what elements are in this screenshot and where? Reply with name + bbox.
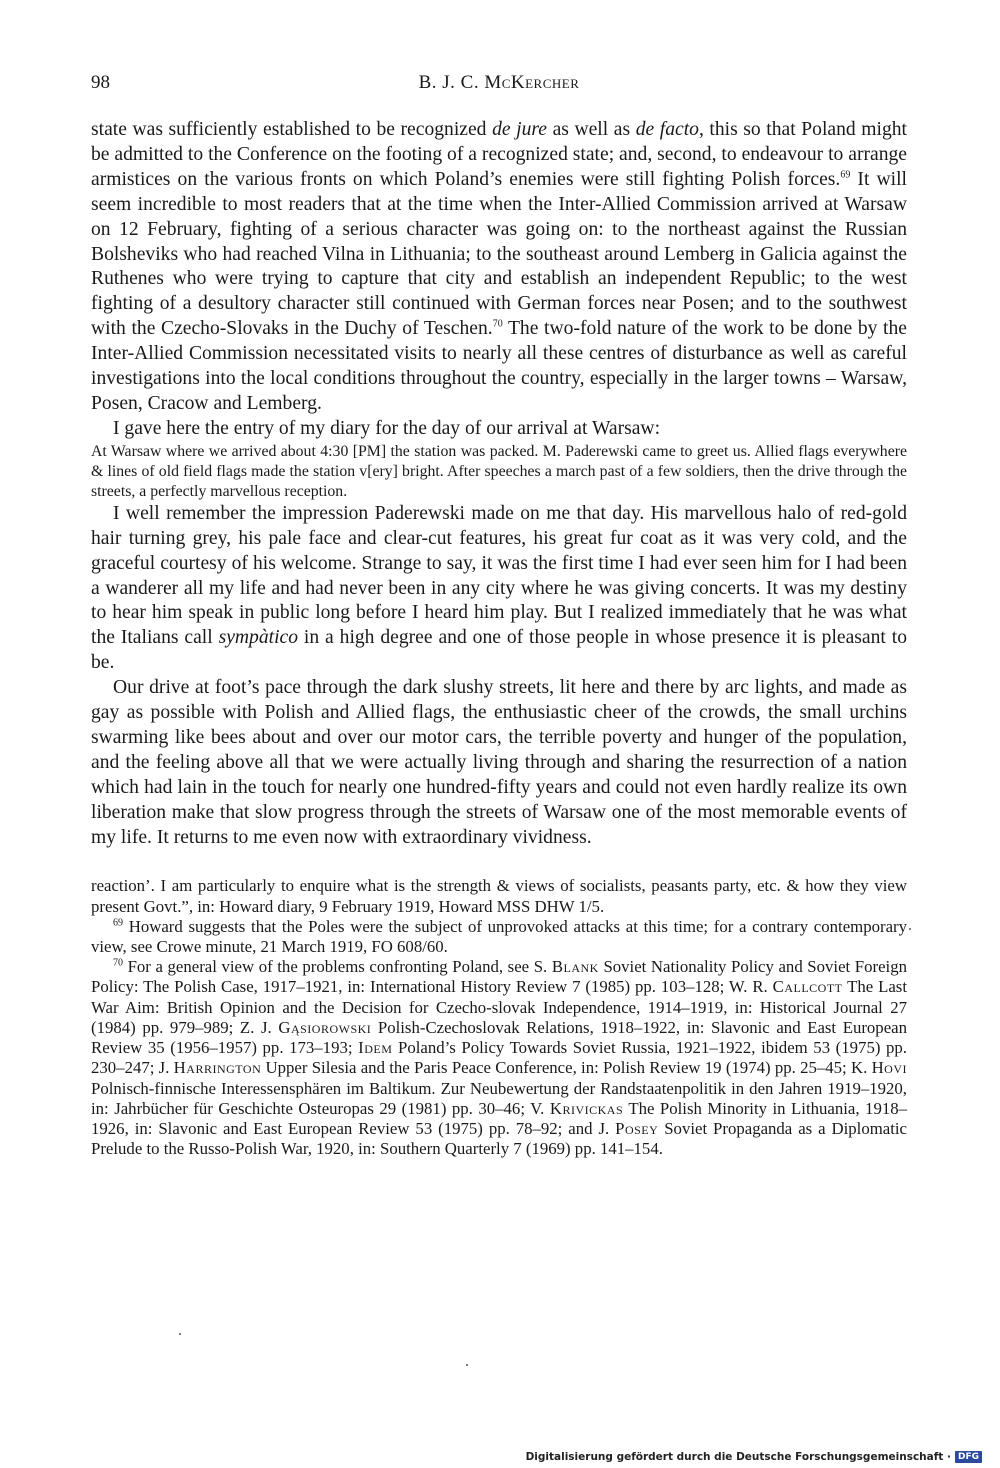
italic-term: de facto, <box>635 119 704 140</box>
footnote-text: Poland’s Policy Towards Soviet Russia, 1921–1922, ibidem 53 (1975) pp. 230–247; J. <box>91 1038 907 1078</box>
scan-speck <box>179 1333 181 1335</box>
footnote-text: The Polish Minority in Lithuania, 1918–1926, in: Slavonic and East European Review 53 (1975) pp. 78–92; and J. <box>91 1098 908 1138</box>
dfg-logo: DFG <box>955 1451 982 1463</box>
author-name: Blank <box>551 957 599 977</box>
footnote-text: Soviet Propaganda as a Diplomatic Prelude to the Russo-Polish War, 1920, in: Southern Quarterly 7 (1969) pp. 141–154. <box>91 1118 907 1159</box>
running-head-author: B. J. C. McKercher <box>418 72 580 93</box>
text-run: It will seem incredible to most readers that at the time when the Inter-Allied Commission arrived at Warsaw on 12 February, fighting of a serious character was going on: to the northeast against the Russian Bolsheviks who had reached Vilna in Lithuania; to the southeast around Lemberg in Galicia against the Ruthenes who were trying to capture that city and establish an independent Republic; to the west fighting of a desultory character still continued with German forces near Posen; and to the southwest with the Czecho-Slovaks in the Duchy of Teschen. <box>91 168 907 340</box>
footnotes <box>91 876 907 1159</box>
paragraph-3 <box>91 502 907 676</box>
footer-text: Digitalisierung gefördert durch die Deutsche Forschungsgemeinschaft · <box>525 1451 951 1463</box>
footnote-number: 70 <box>113 957 123 969</box>
text-run: as well as <box>546 119 636 140</box>
text-run: in a high degree and one of those people in whose presence it is pleasant to be. <box>91 627 908 674</box>
author-name: Krivickas <box>549 1098 624 1118</box>
digitization-footer <box>526 1451 982 1463</box>
author-name: Gąsiorowski <box>278 1017 372 1037</box>
scan-speck <box>909 928 911 930</box>
scan-speck <box>466 1364 468 1366</box>
footnote-text: Upper Silesia and the Paris Peace Conference, in: Polish Review 19 (1974) pp. 25–45; K. <box>261 1058 872 1078</box>
footnote-text: Polnisch-finnische Interessensphären im Baltikum. Zur Neubewertung der Randstaatenpolitik in den Jahren 1919–1920, in: Jahrbücher für Geschichte Osteuropas 29 (1981) pp. 30–46; V. <box>91 1078 907 1118</box>
main-text <box>91 118 907 850</box>
footnote-text: Howard suggests that the Poles were the subject of unprovoked attacks at this time; for a contrary contemporary view, see Crowe minute, 21 March 1919, FO 608/60. <box>91 916 907 957</box>
italic-term: sympàtico <box>218 627 299 649</box>
footnote-ref-69: 69 <box>840 169 851 181</box>
footnote-70 <box>91 957 907 1159</box>
footnote-number: 69 <box>113 917 123 929</box>
author-name: Callcott <box>772 977 843 997</box>
text-run: state was sufficiently established to be recognized <box>91 119 493 140</box>
paragraph-4: Our drive at foot’s pace through the dark slushy streets, lit here and there by arc lights, and made as gay as possible with Polish and Allied flags, the enthusiastic cheer of the crowds, the small urchins swarming like bees about and over our motor cars, the terrible poverty and hunger of the population, and the feeling above all that we were actually living through and sharing the resurrection of a nation which had lain in the touch for nearly one hundred-fifty years and could not even hardly realize its own liberation make that slow progress through the streets of Warsaw one of the most memorable events of my life. It returns to me even now with extraordinary vividness. <box>91 677 907 848</box>
text-run: this so that Poland might be admitted to the Conference on the footing of a recognized state; and, second, to endeavour to arrange armistices on the various fronts on which Poland’s enemies were still fighting Polish forces. <box>91 119 908 190</box>
footnote-text: For a general view of the problems confronting Poland, see S. <box>123 957 552 977</box>
footnote-text: Polish-Czechoslovak Relations, 1918–1922, in: Slavonic and East European Review 35 (1956–1957) pp. 173–193; <box>91 1017 907 1058</box>
page-number: 98 <box>91 72 110 93</box>
running-head <box>91 62 907 102</box>
text-run: The two-fold nature of the work to be done by the Inter-Allied Commission necessitated visits to nearly all these centres of disturbance as well as careful investigations into the local conditions throughout the country, especially in the larger towns – Warsaw, Posen, Cracow and Lemberg. <box>91 318 907 414</box>
page <box>91 62 907 1159</box>
diary-quote: At Warsaw where we arrived about 4:30 [PM] the station was packed. M. Paderewski came to greet us. Allied flags everywhere & lines of old field flags made the station v[ery] bright. After speeches a march past of a few soldiers, then the drive through the streets, a perfectly marvellous reception. <box>91 442 907 500</box>
text-run: I well remember the impression Paderewski made on me that day. His marvellous halo of red-gold hair turning grey, his pale face and clear-cut features, his great fur coat as it was very cold, and the graceful courtesy of his welcome. Strange to say, it was the first time I had ever seen him for I had been a wanderer all my life and had never been in any city where he was giving concerts. It was my destiny to hear him speak in public long before I heard him play. But I realized immediately that he was what the Italians call <box>91 502 907 649</box>
author-name: Posey <box>615 1118 659 1138</box>
author-name: Idem <box>358 1038 393 1058</box>
footnote-continuation: reaction’. I am particularly to enquire what is the strength & views of socialists, peasants party, etc. & how they view present Govt.”, in: Howard diary, 9 February 1919, Howard MSS DHW 1/5. <box>91 876 907 916</box>
paragraph-1 <box>91 118 907 417</box>
footnote-ref-70: 70 <box>492 318 503 330</box>
footnote-69 <box>91 917 907 957</box>
author-name: Hovi <box>871 1058 908 1078</box>
footnote-text: Soviet Nationality Policy and Soviet Foreign Policy: The Polish Case, 1917–1921, in: International History Review 7 (1985) pp. 103–128; W. R. <box>91 957 907 997</box>
author-name: Harrington <box>173 1058 262 1078</box>
footnote-text: The Last War Aim: British Opinion and the Decision for Czecho-slovak Independence, 1914–1919, in: Historical Journal 27 (1984) pp. 979–989; Z. J. <box>91 977 907 1037</box>
italic-term: de jure <box>492 119 547 140</box>
paragraph-2: I gave here the entry of my diary for the day of our arrival at Warsaw: <box>113 417 661 439</box>
